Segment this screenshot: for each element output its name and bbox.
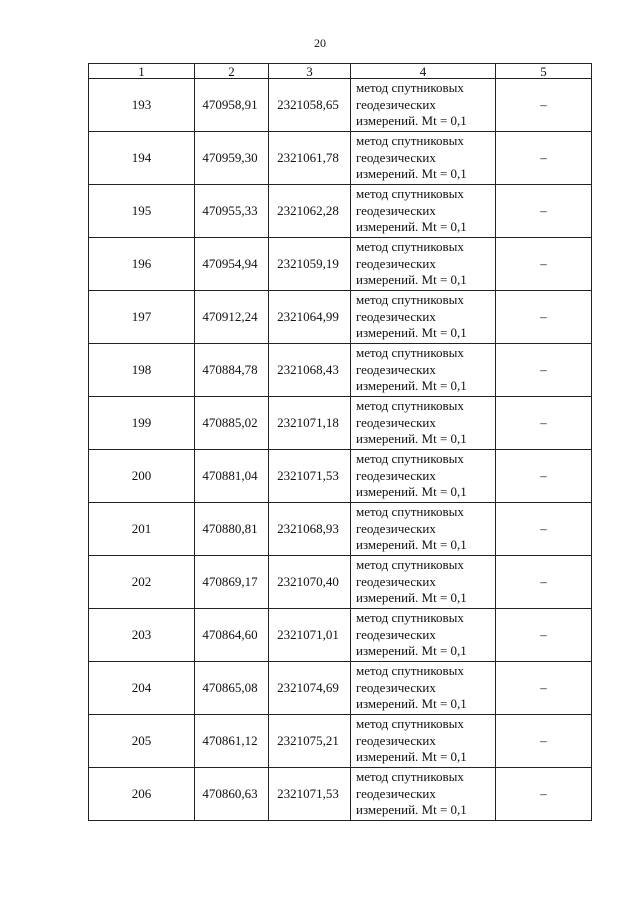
x-coordinate-cell: 470912,24: [195, 291, 269, 344]
x-coordinate-cell: 470861,12: [195, 715, 269, 768]
method-line: геодезических: [356, 467, 436, 483]
y-coordinate-cell: 2321062,28: [269, 185, 351, 238]
method-line: измерений. Mt = 0,1: [356, 537, 467, 553]
method-line: измерений. Mt = 0,1: [356, 378, 467, 394]
y-coordinate-cell: 2321074,69: [269, 662, 351, 715]
method-line: геодезических: [356, 679, 436, 695]
x-coordinate-cell: 470959,30: [195, 132, 269, 185]
method-line: геодезических: [356, 202, 436, 218]
note-cell: –: [496, 768, 592, 821]
method-cell: [351, 662, 496, 715]
x-coordinate-cell: 470881,04: [195, 450, 269, 503]
point-number-cell: 205: [89, 715, 195, 768]
method-line: геодезических: [356, 308, 436, 324]
y-coordinate-cell: 2321071,18: [269, 397, 351, 450]
note-cell: –: [496, 556, 592, 609]
page-number: 20: [314, 36, 326, 50]
table-row: [89, 609, 592, 662]
point-number-cell: 202: [89, 556, 195, 609]
method-line: геодезических: [356, 361, 436, 377]
y-coordinate-cell: 2321068,43: [269, 344, 351, 397]
method-line: метод спутниковых: [356, 345, 464, 361]
table-row: [89, 344, 592, 397]
header-cell-4: 4: [351, 64, 496, 79]
header-cell-2: 2: [195, 64, 269, 79]
x-coordinate-cell: 470958,91: [195, 79, 269, 132]
x-coordinate-cell: 470955,33: [195, 185, 269, 238]
method-line: метод спутниковых: [356, 504, 464, 520]
method-line: метод спутниковых: [356, 557, 464, 573]
method-line: метод спутниковых: [356, 133, 464, 149]
x-coordinate-cell: 470864,60: [195, 609, 269, 662]
table-row: [89, 715, 592, 768]
method-line: метод спутниковых: [356, 663, 464, 679]
method-cell: [351, 291, 496, 344]
point-number-cell: 203: [89, 609, 195, 662]
method-cell: [351, 238, 496, 291]
point-number-cell: 200: [89, 450, 195, 503]
method-line: измерений. Mt = 0,1: [356, 643, 467, 659]
method-line: геодезических: [356, 414, 436, 430]
note-cell: –: [496, 662, 592, 715]
point-number-cell: 206: [89, 768, 195, 821]
header-cell-3: 3: [269, 64, 351, 79]
method-line: геодезических: [356, 149, 436, 165]
note-cell: –: [496, 715, 592, 768]
method-line: метод спутниковых: [356, 769, 464, 785]
note-cell: –: [496, 503, 592, 556]
method-line: измерений. Mt = 0,1: [356, 325, 467, 341]
method-line: геодезических: [356, 732, 436, 748]
y-coordinate-cell: 2321058,65: [269, 79, 351, 132]
point-number-cell: 195: [89, 185, 195, 238]
method-line: измерений. Mt = 0,1: [356, 484, 467, 500]
point-number-cell: 197: [89, 291, 195, 344]
header-row: [89, 64, 592, 79]
point-number-cell: 193: [89, 79, 195, 132]
x-coordinate-cell: 470860,63: [195, 768, 269, 821]
method-cell: [351, 609, 496, 662]
method-line: метод спутниковых: [356, 716, 464, 732]
table-row: [89, 79, 592, 132]
method-line: измерений. Mt = 0,1: [356, 696, 467, 712]
note-cell: –: [496, 450, 592, 503]
method-cell: [351, 185, 496, 238]
x-coordinate-cell: 470884,78: [195, 344, 269, 397]
method-line: геодезических: [356, 626, 436, 642]
coordinates-table: [88, 63, 592, 821]
x-coordinate-cell: 470954,94: [195, 238, 269, 291]
method-cell: [351, 397, 496, 450]
method-cell: [351, 556, 496, 609]
note-cell: –: [496, 79, 592, 132]
method-line: геодезических: [356, 255, 436, 271]
method-line: метод спутниковых: [356, 398, 464, 414]
method-cell: [351, 132, 496, 185]
method-cell: [351, 79, 496, 132]
method-line: измерений. Mt = 0,1: [356, 166, 467, 182]
y-coordinate-cell: 2321070,40: [269, 556, 351, 609]
note-cell: –: [496, 291, 592, 344]
y-coordinate-cell: 2321059,19: [269, 238, 351, 291]
point-number-cell: 199: [89, 397, 195, 450]
x-coordinate-cell: 470869,17: [195, 556, 269, 609]
table-row: [89, 238, 592, 291]
note-cell: –: [496, 132, 592, 185]
point-number-cell: 196: [89, 238, 195, 291]
note-cell: –: [496, 238, 592, 291]
note-cell: –: [496, 609, 592, 662]
table-body: [89, 79, 592, 821]
table-row: [89, 556, 592, 609]
note-cell: –: [496, 185, 592, 238]
y-coordinate-cell: 2321068,93: [269, 503, 351, 556]
note-cell: –: [496, 397, 592, 450]
y-coordinate-cell: 2321075,21: [269, 715, 351, 768]
method-line: метод спутниковых: [356, 186, 464, 202]
point-number-cell: 194: [89, 132, 195, 185]
x-coordinate-cell: 470865,08: [195, 662, 269, 715]
method-line: измерений. Mt = 0,1: [356, 431, 467, 447]
point-number-cell: 198: [89, 344, 195, 397]
table-row: [89, 768, 592, 821]
method-line: геодезических: [356, 785, 436, 801]
method-line: метод спутниковых: [356, 239, 464, 255]
method-line: измерений. Mt = 0,1: [356, 272, 467, 288]
method-line: геодезических: [356, 520, 436, 536]
note-cell: –: [496, 344, 592, 397]
table-row: [89, 450, 592, 503]
table-row: [89, 662, 592, 715]
method-line: метод спутниковых: [356, 292, 464, 308]
x-coordinate-cell: 470885,02: [195, 397, 269, 450]
method-line: геодезических: [356, 573, 436, 589]
method-line: измерений. Mt = 0,1: [356, 219, 467, 235]
method-line: метод спутниковых: [356, 451, 464, 467]
header-cell-5: 5: [496, 64, 592, 79]
method-line: метод спутниковых: [356, 80, 464, 96]
method-line: измерений. Mt = 0,1: [356, 802, 467, 818]
header-cell-1: 1: [89, 64, 195, 79]
y-coordinate-cell: 2321071,53: [269, 768, 351, 821]
method-line: измерений. Mt = 0,1: [356, 749, 467, 765]
method-cell: [351, 344, 496, 397]
point-number-cell: 204: [89, 662, 195, 715]
x-coordinate-cell: 470880,81: [195, 503, 269, 556]
table-row: [89, 397, 592, 450]
method-cell: [351, 503, 496, 556]
y-coordinate-cell: 2321071,53: [269, 450, 351, 503]
method-line: измерений. Mt = 0,1: [356, 113, 467, 129]
table-row: [89, 132, 592, 185]
table-row: [89, 291, 592, 344]
method-cell: [351, 715, 496, 768]
point-number-cell: 201: [89, 503, 195, 556]
table-row: [89, 503, 592, 556]
y-coordinate-cell: 2321064,99: [269, 291, 351, 344]
method-cell: [351, 450, 496, 503]
table-row: [89, 185, 592, 238]
method-line: метод спутниковых: [356, 610, 464, 626]
y-coordinate-cell: 2321061,78: [269, 132, 351, 185]
method-cell: [351, 768, 496, 821]
method-line: геодезических: [356, 96, 436, 112]
method-line: измерений. Mt = 0,1: [356, 590, 467, 606]
y-coordinate-cell: 2321071,01: [269, 609, 351, 662]
